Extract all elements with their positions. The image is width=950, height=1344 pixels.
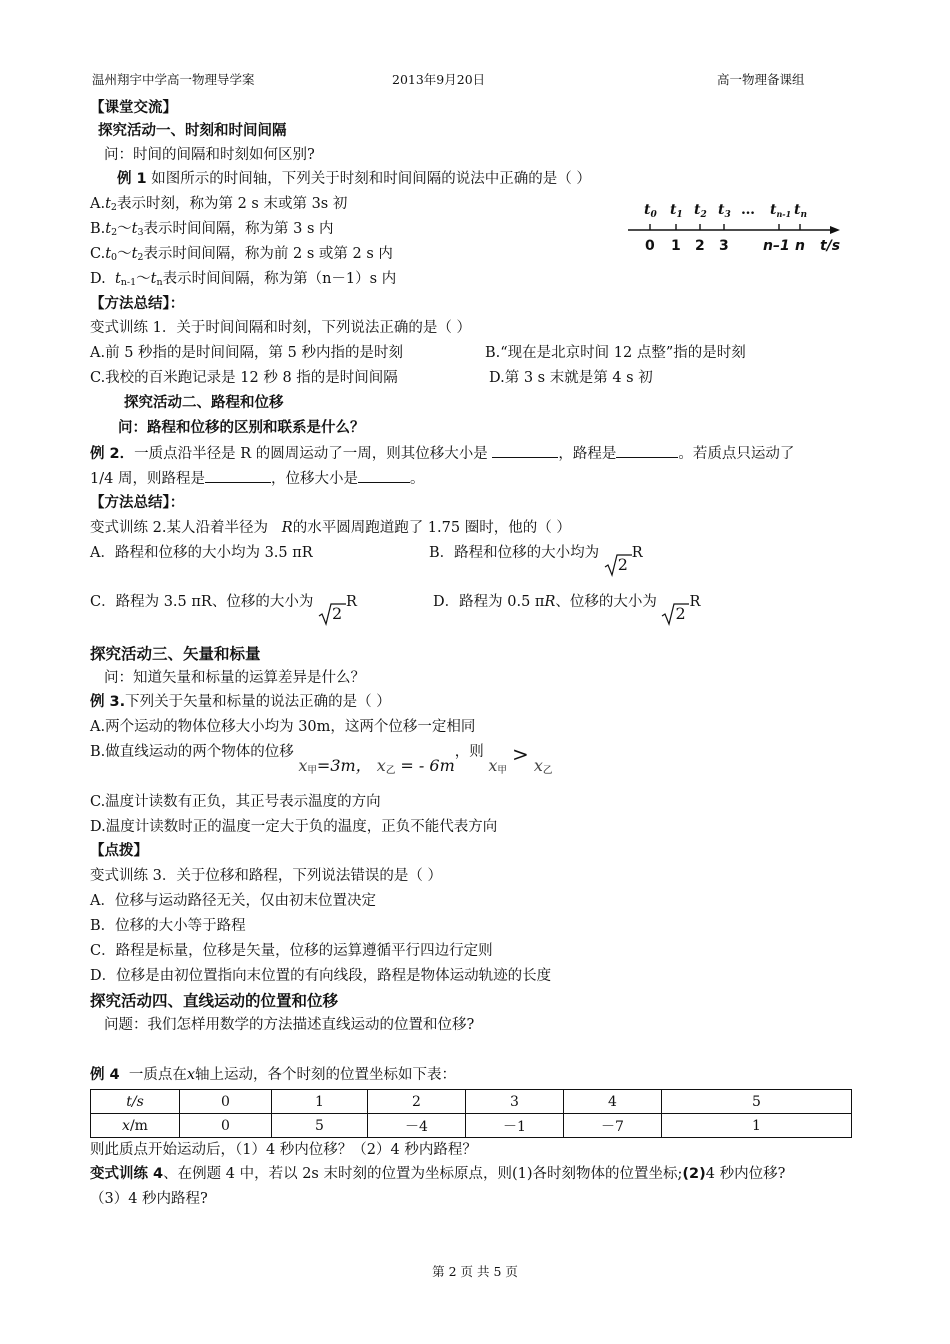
blank-path[interactable] xyxy=(616,443,678,458)
variant-4-line-2: （3）4 秒内路程? xyxy=(90,1191,208,1207)
example-1-option-b: $B.t_2\sim t_3$表示时间间隔，称为第 3 s 内 xyxy=(90,221,334,238)
example-1-label: 例 1 xyxy=(117,171,147,187)
label-t2: $t_2$ xyxy=(694,202,707,220)
variant-2-option-d: D．路程为 0.5 πR、位移的大小为 2 R xyxy=(433,592,700,626)
example-3-option-c: C.温度计读数有正负，其正号表示温度的方向 xyxy=(90,794,381,810)
variant-1-question: 变式训练 1．关于时间间隔和时刻，下列说法正确的是（ ） xyxy=(90,320,471,336)
header-right: 高一物理备课组 xyxy=(717,72,805,87)
blank-quarter-displacement[interactable] xyxy=(358,468,410,483)
table-cell: －7 xyxy=(564,1114,662,1138)
method-summary-2: 【方法总结】： xyxy=(90,495,185,511)
header-left: 温州翔宇中学高一物理导学案 xyxy=(92,72,255,87)
activity-3-question: 问：知道矢量和标量的运算差异是什么？ xyxy=(104,670,365,686)
activity-2-question: 问：路程和位移的区别和联系是什么？ xyxy=(118,420,365,436)
table-cell: 1 xyxy=(272,1090,368,1114)
table-cell: 0 xyxy=(180,1090,272,1114)
activity-4-question: 问题：我们怎样用数学的方法描述直线运动的位置和位移? xyxy=(104,1017,475,1033)
table-cell: －4 xyxy=(368,1114,466,1138)
header-date: 2013年9月20日 xyxy=(392,72,486,87)
label-1: 1 xyxy=(671,238,681,254)
example-3-comparison: $x_甲 > x_乙$ xyxy=(488,742,553,776)
example-3-formula: $x_甲=3m$， $x_乙$ = - 6m xyxy=(298,756,455,776)
table-cell: 2 xyxy=(368,1090,466,1114)
label-ts: t/s xyxy=(820,238,841,254)
example-3-option-a: A.两个运动的物体位移大小均为 30m，这两个位移一定相同 xyxy=(90,719,476,735)
activity-3-title: 探究活动三、矢量和标量 xyxy=(90,645,261,663)
example-3: 例 3.下列关于矢量和标量的说法正确的是（ ） xyxy=(90,694,391,710)
table-cell: 1 xyxy=(662,1114,852,1138)
blank-displacement[interactable] xyxy=(492,443,558,458)
example-3-option-d: D.温度计读数时正的温度一定大于负的温度，正负不能代表方向 xyxy=(90,819,498,835)
table-cell: t/s xyxy=(91,1090,180,1114)
example-1-text: 如图所示的时间轴，下列关于时刻和时间间隔的说法中正确的是（ ） xyxy=(151,171,591,187)
label-3: 3 xyxy=(719,238,729,254)
variant-3-option-b: B．位移的大小等于路程 xyxy=(90,918,246,934)
timeline-figure xyxy=(622,196,852,256)
label-n-1: n–1 xyxy=(763,238,790,254)
table-row xyxy=(91,1090,852,1114)
variant-4-label: 变式训练 4 xyxy=(90,1166,164,1182)
activity-4-title: 探究活动四、直线运动的位置和位移 xyxy=(90,992,339,1010)
sqrt-2-c: 2 xyxy=(318,592,346,626)
example-4-questions: 则此质点开始运动后，（1）4 秒内位移？（2）4 秒内路程？ xyxy=(90,1142,477,1158)
variant-2-option-a: A．路程和位移的大小均为 3.5 πR xyxy=(90,545,313,561)
example-3-label: 例 3. xyxy=(90,694,126,710)
variant-3-option-c: C．路程是标量，位移是矢量，位移的运算遵循平行四边行定则 xyxy=(90,943,493,959)
variant-3-option-d: D．位移是由初位置指向末位置的有向线段，路程是物体运动轨迹的长度 xyxy=(90,968,552,984)
variant-2-question: 变式训练 2.某人沿着半径为 R的水平圆周跑道跑了 1.75 圈时，他的（ ） xyxy=(90,520,571,536)
example-4: 例 4 一质点在x轴上运动，各个时刻的位置坐标如下表： xyxy=(90,1067,457,1083)
label-t0: $t_0$ xyxy=(644,202,657,220)
variant-3-question: 变式训练 3．关于位移和路程，下列说法错误的是（ ） xyxy=(90,868,442,884)
position-table xyxy=(90,1089,852,1138)
sqrt-2-b: 2 xyxy=(604,543,632,577)
label-0: 0 xyxy=(645,238,655,254)
label-tn-1: $t_{n-1}$ xyxy=(770,202,792,219)
label-t1: $t_1$ xyxy=(670,202,683,220)
variant-2-option-c: C．路程为 3.5 πR、位移的大小为 2 R xyxy=(90,592,357,626)
variant-1-option-d: D.第 3 s 末就是第 4 s 初 xyxy=(489,370,653,386)
classroom-heading: 【课堂交流】 xyxy=(90,100,177,116)
variant-1-option-b: B.“现在是北京时间 12 点整”指的是时刻 xyxy=(485,345,746,361)
example-4-label: 例 4 xyxy=(90,1067,120,1083)
blank-quarter-path[interactable] xyxy=(205,468,271,483)
table-cell: 5 xyxy=(662,1090,852,1114)
variant-2-option-b: B．路程和位移的大小均为 2 R xyxy=(429,543,643,583)
label-t3: $t_3$ xyxy=(718,202,731,220)
table-cell: 0 xyxy=(180,1114,272,1138)
example-2-line-1: 例 2．一质点沿半径是 R 的圆周运动了一周，则其位移大小是 ，路程是 。若质点只运动了 xyxy=(90,443,794,464)
example-1-option-a: $A.t_2$表示时刻，称为第 2 s 末或第 3s 初 xyxy=(90,196,348,213)
activity-1-title: 探究活动一、时刻和时间间隔 xyxy=(98,123,287,139)
label-ellipsis: … xyxy=(741,202,755,218)
example-1-option-c: $C.t_0\sim t_2$表示时间间隔，称为前 2 s 或第 2 s 内 xyxy=(90,246,393,263)
table-row xyxy=(91,1114,852,1138)
method-summary-1: 【方法总结】： xyxy=(90,296,185,312)
table-cell: 5 xyxy=(272,1114,368,1138)
label-2: 2 xyxy=(695,238,705,254)
hint-heading: 【点拨】 xyxy=(90,843,148,859)
sqrt-2-d: 2 xyxy=(661,592,689,626)
label-tn: $t_n$ xyxy=(794,202,808,220)
activity-1-question: 问：时间的间隔和时刻如何区别? xyxy=(104,147,315,163)
table-cell: x/m xyxy=(91,1114,180,1138)
example-3-option-b: B.做直线运动的两个物体的位移 $x_甲=3m$， $x_乙$ = - 6m，则 $x_甲 > x_乙$ xyxy=(90,742,552,782)
table-cell: 3 xyxy=(466,1090,564,1114)
activity-2-title: 探究活动二、路程和位移 xyxy=(124,395,284,411)
variant-4-line-1: 变式训练 4、在例题 4 中，若以 2s 末时刻的位置为坐标原点，则(1)各时刻物体的位置坐标;(2)4 秒内位移? xyxy=(90,1166,786,1182)
timeline-arrow-icon xyxy=(830,226,840,234)
variant-1-option-c: C.我校的百米跑记录是 12 秒 8 指的是时间间隔 xyxy=(90,370,398,386)
example-2-line-2: 1/4 周，则路程是 ，位移大小是 。 xyxy=(90,468,424,489)
table-cell: －1 xyxy=(466,1114,564,1138)
example-1 xyxy=(117,169,591,189)
example-1-option-d: D. $t_{n-1}\sim t_n$表示时间间隔，称为第（n－1）s 内 xyxy=(90,271,397,288)
page-footer: 第 2 页 共 5 页 xyxy=(432,1264,518,1279)
table-cell: 4 xyxy=(564,1090,662,1114)
variant-3-option-a: A．位移与运动路径无关，仅由初末位置决定 xyxy=(90,893,376,909)
example-2-label: 例 2． xyxy=(90,446,135,462)
variant-1-option-a: A.前 5 秒指的是时间间隔，第 5 秒内指的是时刻 xyxy=(90,345,403,361)
label-n: n xyxy=(795,238,805,254)
